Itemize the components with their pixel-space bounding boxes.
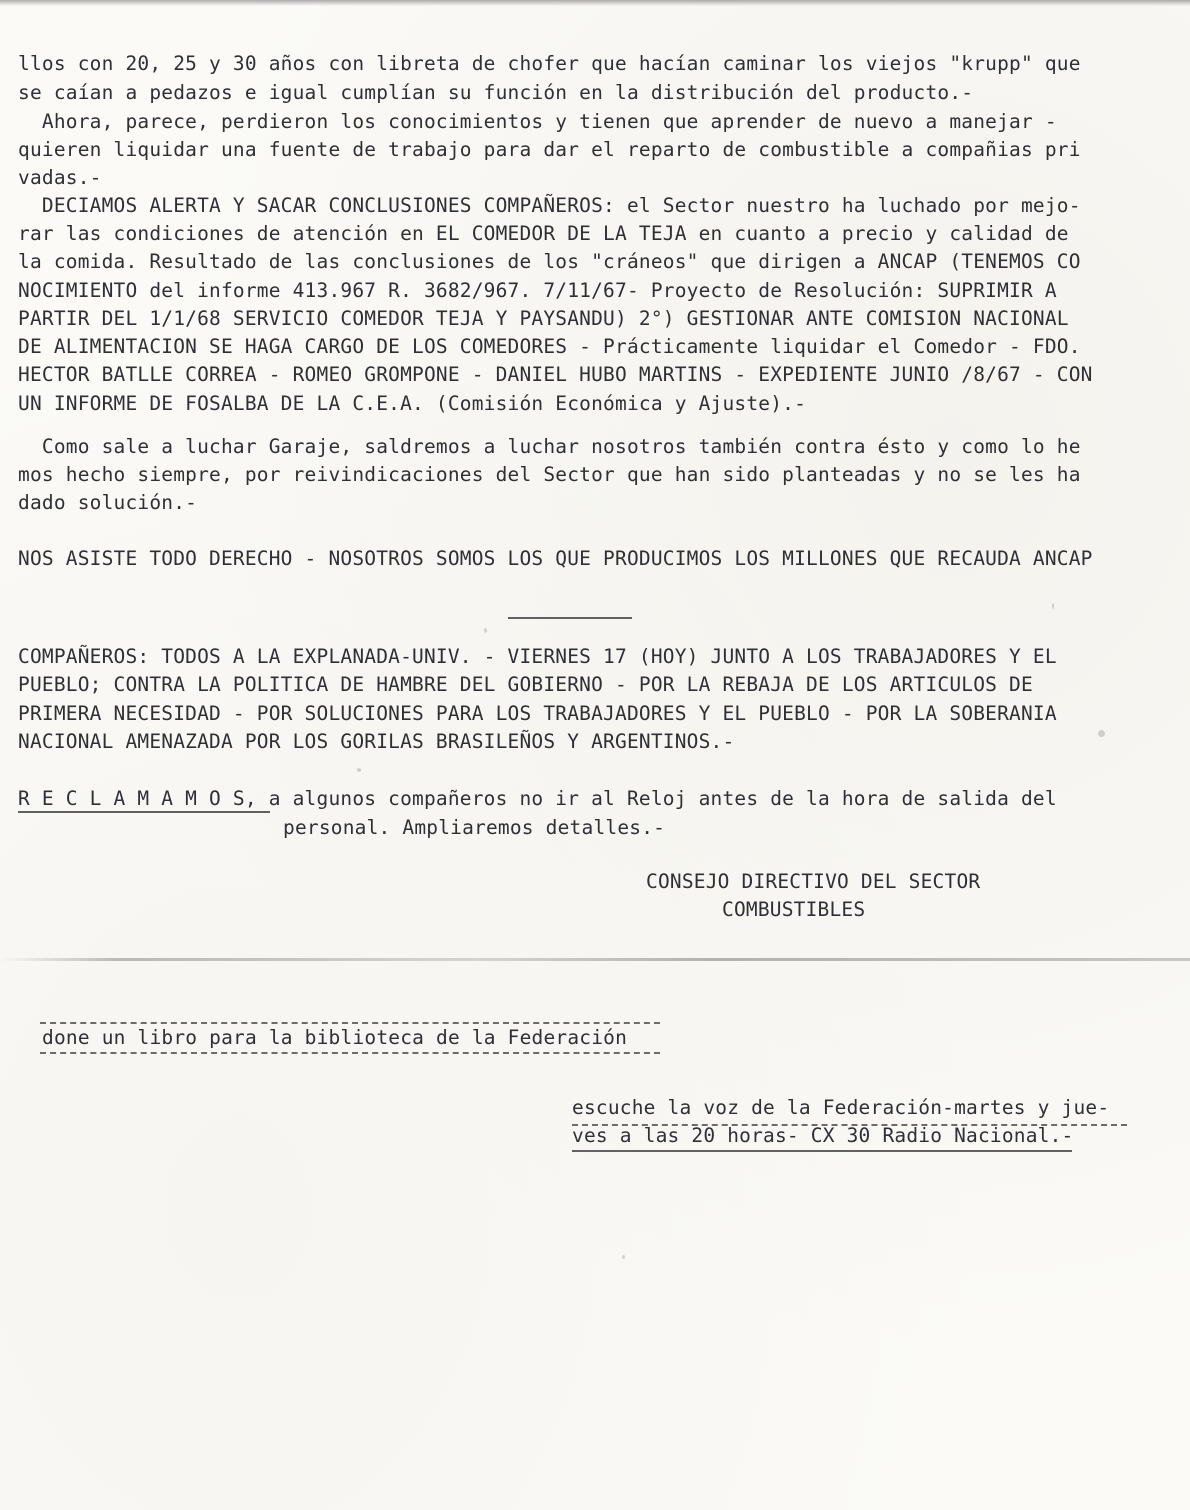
text-line-13: UN INFORME DE FOSALBA DE LA C.E.A. (Comisión Económica y Ajuste).- (18, 392, 807, 415)
donate-book-text: done un libro para la biblioteca de la Federación (42, 1026, 628, 1049)
text-line-11: DE ALIMENTACION SE HAGA CARGO DE LOS COMEDORES - Prácticamente liquidar el Comedor - FDO. (18, 335, 1081, 358)
paper-top-edge (0, 0, 1190, 6)
text-line-16: dado solución.- (18, 491, 198, 514)
reclamamos-line-1: R E C L A M A M O S, a algunos compañeros no ir al Reloj antes de la hora de salida del (18, 787, 1057, 810)
radio-underline (572, 1150, 1072, 1152)
radio-line-1: escuche la voz de la Federación-martes y jue- (572, 1096, 1110, 1119)
slogan-line: NOS ASISTE TODO DERECHO - NOSOTROS SOMOS LOS QUE PRODUCIMOS LOS MILLONES QUE RECAUDA ANCAP (18, 547, 1093, 570)
text-line-2: se caían a pedazos e igual cumplían su función en la distribución del producto.- (18, 81, 974, 104)
text-line-7: rar las condiciones de atención en EL COMEDOR DE LA TEJA en cuanto a precio y calidad de (18, 222, 1069, 245)
text-line-4: quieren liquidar una fuente de trabajo para dar el reparto de combustible a compañias pri (18, 138, 1081, 161)
reclamamos-underline (18, 811, 270, 813)
text-line-14: Como sale a luchar Garaje, saldremos a luchar nosotros también contra ésto y como lo he (18, 435, 1081, 458)
paper-speck (484, 628, 487, 633)
text-line-15: mos hecho siempre, por reivindicaciones del Sector que han sido planteadas y no se les ha (18, 463, 1081, 486)
signature-line-1: CONSEJO DIRECTIVO DEL SECTOR (646, 870, 981, 893)
radio-line-2: ves a las 20 horas- CX 30 Radio Nacional.- (572, 1124, 1074, 1147)
paper-speck (1098, 730, 1105, 737)
paper-fold-line (0, 958, 1190, 961)
text-line-1: llos con 20, 25 y 30 años con libreta de chofer que hacían caminar los viejos "krupp" que (18, 52, 1081, 75)
text-line-9: NOCIMIENTO del informe 413.967 R. 3682/967. 7/11/67- Proyecto de Resolución: SUPRIMIR A (18, 279, 1057, 302)
signature-line-2: COMBUSTIBLES (722, 898, 866, 921)
text-line-12: HECTOR BATLLE CORREA - ROMEO GROMPONE - DANIEL HUBO MARTINS - EXPEDIENTE JUNIO /8/67 - CON (18, 363, 1093, 386)
reclamamos-line-2: personal. Ampliaremos detalles.- (283, 816, 666, 839)
call-line-2: PUEBLO; CONTRA LA POLITICA DE HAMBRE DEL GOBIERNO - POR LA REBAJA DE LOS ARTICULOS DE (18, 673, 1033, 696)
text-line-3: Ahora, parece, perdieron los conocimientos y tienen que aprender de nuevo a manejar - (18, 110, 1057, 133)
call-line-3: PRIMERA NECESIDAD - POR SOLUCIONES PARA LOS TRABAJADORES Y EL PUEBLO - POR LA SOBERANIA (18, 702, 1057, 725)
text-line-6: DECIAMOS ALERTA Y SACAR CONCLUSIONES COMPAÑEROS: el Sector nuestro ha luchado por mejo- (18, 194, 1081, 217)
text-line-5: vadas.- (18, 166, 102, 189)
call-line-1: COMPAÑEROS: TODOS A LA EXPLANADA-UNIV. - VIERNES 17 (HOY) JUNTO A LOS TRABAJADORES Y EL (18, 645, 1057, 668)
call-line-4: NACIONAL AMENAZADA POR LOS GORILAS BRASILEÑOS Y ARGENTINOS.- (18, 730, 735, 753)
section-divider (508, 617, 632, 619)
paper-speck (357, 768, 361, 772)
donate-bottom-rule (40, 1052, 660, 1054)
text-line-10: PARTIR DEL 1/1/68 SERVICIO COMEDOR TEJA Y PAYSANDU) 2°) GESTIONAR ANTE COMISION NACIONAL (18, 307, 1069, 330)
paper-speck (1052, 603, 1054, 609)
paper-speck (622, 1255, 625, 1259)
text-line-8: la comida. Resultado de las conclusiones de los "cráneos" que dirigen a ANCAP (TENEMOS CO (18, 250, 1081, 273)
